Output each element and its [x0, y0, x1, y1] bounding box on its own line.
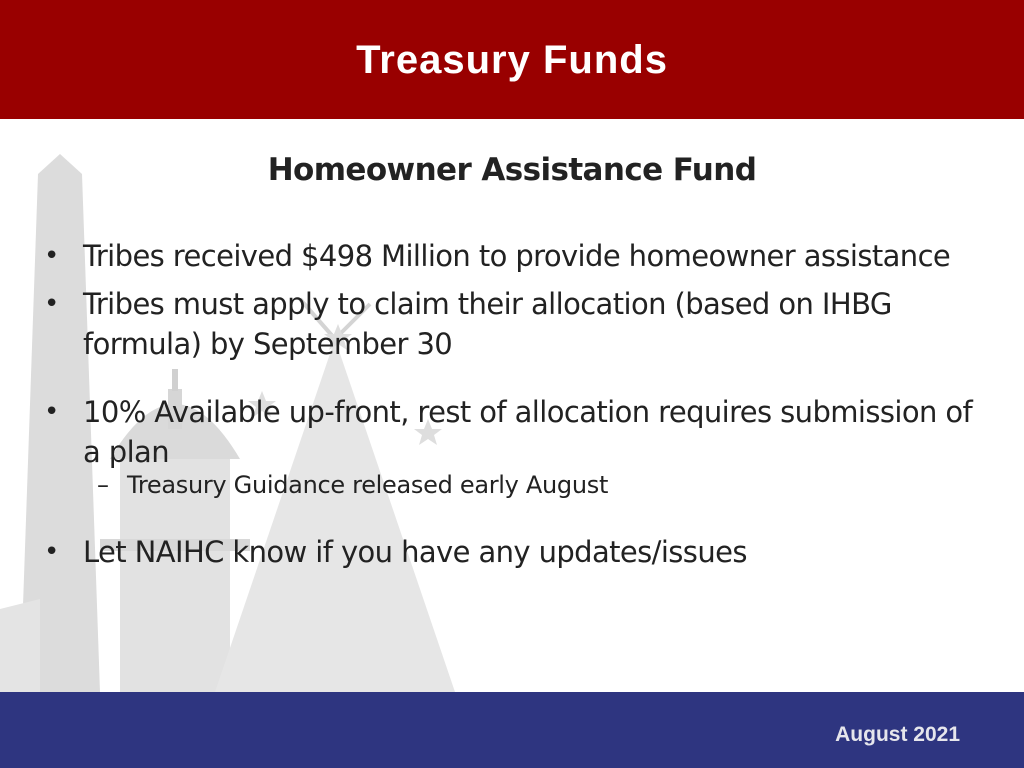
slide-subtitle: Homeowner Assistance Fund: [267, 152, 757, 188]
list-item: [44, 284, 984, 364]
bullet-text: 10% Available up-front, rest of allocation requires submission of a plan: [83, 395, 973, 469]
bullet-text: Tribes must apply to claim their allocation (based on IHBG formula) by September 30: [83, 287, 892, 361]
bullet-text: Let NAIHC know if you have any updates/issues: [83, 535, 747, 569]
bullet-list: [44, 236, 984, 572]
bullet-text: Tribes received $498 Million to provide homeowner assistance: [83, 239, 951, 273]
slide-title: Treasury Funds: [356, 38, 668, 82]
bullet-marker: •: [44, 289, 59, 319]
sub-bullet-text: Treasury Guidance released early August: [127, 471, 609, 499]
list-item: [44, 392, 984, 502]
bullet-marker: •: [44, 397, 59, 427]
sub-bullet-marker: –: [97, 471, 109, 499]
footer-bar: [0, 692, 1024, 768]
list-item: [44, 236, 984, 276]
bullet-marker: •: [44, 241, 59, 271]
footer-date: August 2021: [835, 723, 960, 746]
title-bar: [0, 0, 1024, 119]
list-item: [44, 532, 984, 572]
bullet-marker: •: [44, 537, 59, 567]
sub-list-item: [83, 468, 984, 502]
